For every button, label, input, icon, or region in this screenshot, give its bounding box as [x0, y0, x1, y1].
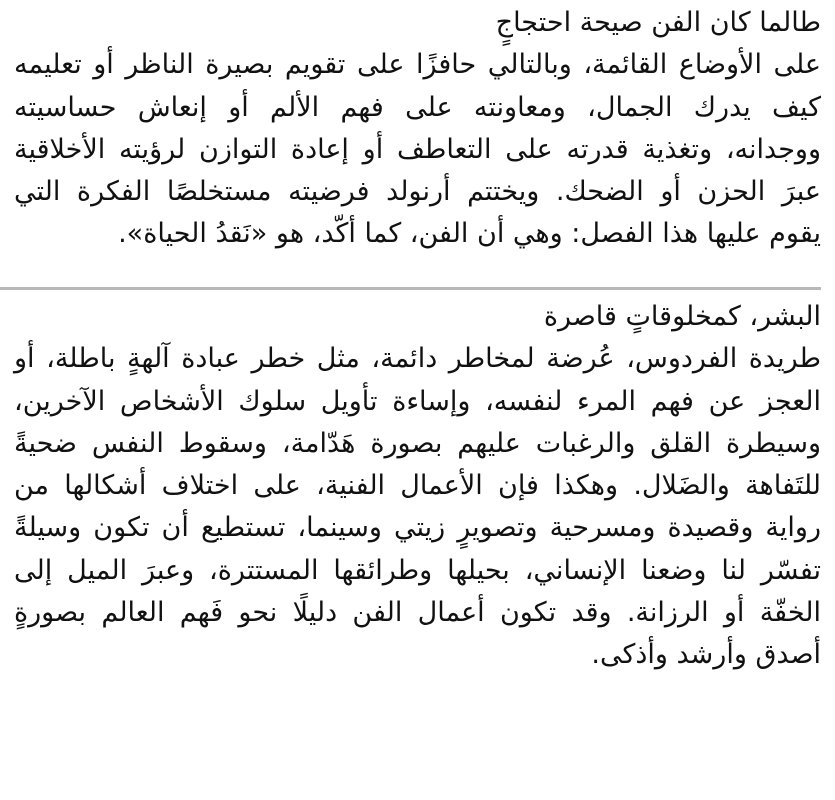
section-heading-line: طالما كان الفن صيحة احتجاجٍ — [495, 7, 821, 38]
text-line-last: يقوم عليها هذا الفصل: وهي أن الفن، كما أكّد، هو «نَقدُ الحياة». — [118, 218, 821, 250]
text-section-1 — [14, 2, 821, 256]
section-divider — [0, 287, 821, 290]
text-line: تفسّر لنا وضعنا الإنساني، بحيلها وطرائقها المستترة، وعبرَ الميل إلى — [14, 554, 821, 586]
text-line-last: أصدق وأرشد وأذكى. — [591, 639, 821, 671]
text-line: كيف يدرك الجمال، ومعاونته على فهم الألم أو إنعاش حساسيته — [14, 91, 821, 123]
text-line: العجز عن فهم المرء لنفسه، وإساءة تأويل سلوك الأشخاص الآخرين، — [14, 385, 821, 417]
text-line: للتَفاهة والضَلال. وهكذا فإن الأعمال الفنية، على اختلاف أشكالها من — [14, 470, 821, 502]
text-line: على الأوضاع القائمة، وبالتالي حافزًا على تقويم بصيرة الناظر أو تعليمه — [14, 49, 821, 81]
text-line: رواية وقصيدة ومسرحية وتصويرٍ زيتي وسينما، تستطيع أن تكون وسيلةً — [14, 512, 821, 544]
text-section-2 — [14, 296, 821, 677]
text-line: ووجدانه، وتغذية قدرته على التعاطف أو إعادة التوازن لرؤيته الأخلاقية — [14, 133, 821, 165]
section-heading-line: البشر، كمخلوقاتٍ قاصرة — [543, 301, 821, 332]
text-line: وسيطرة القلق والرغبات عليهم بصورة هَدّامة، وسقوط النفس ضحيةً — [14, 427, 821, 459]
text-line: الخفّة أو الرزانة. وقد تكون أعمال الفن دليلًا نحو فَهم العالم بصورةٍ — [14, 597, 821, 629]
text-line: طريدة الفردوس، عُرضة لمخاطر دائمة، مثل خطر عبادة آلهةٍ باطلة، أو — [14, 343, 821, 375]
text-line: عبرَ الحزن أو الضحك. ويختتم أرنولد فرضيته مستخلصًا الفكرة التي — [14, 176, 821, 208]
